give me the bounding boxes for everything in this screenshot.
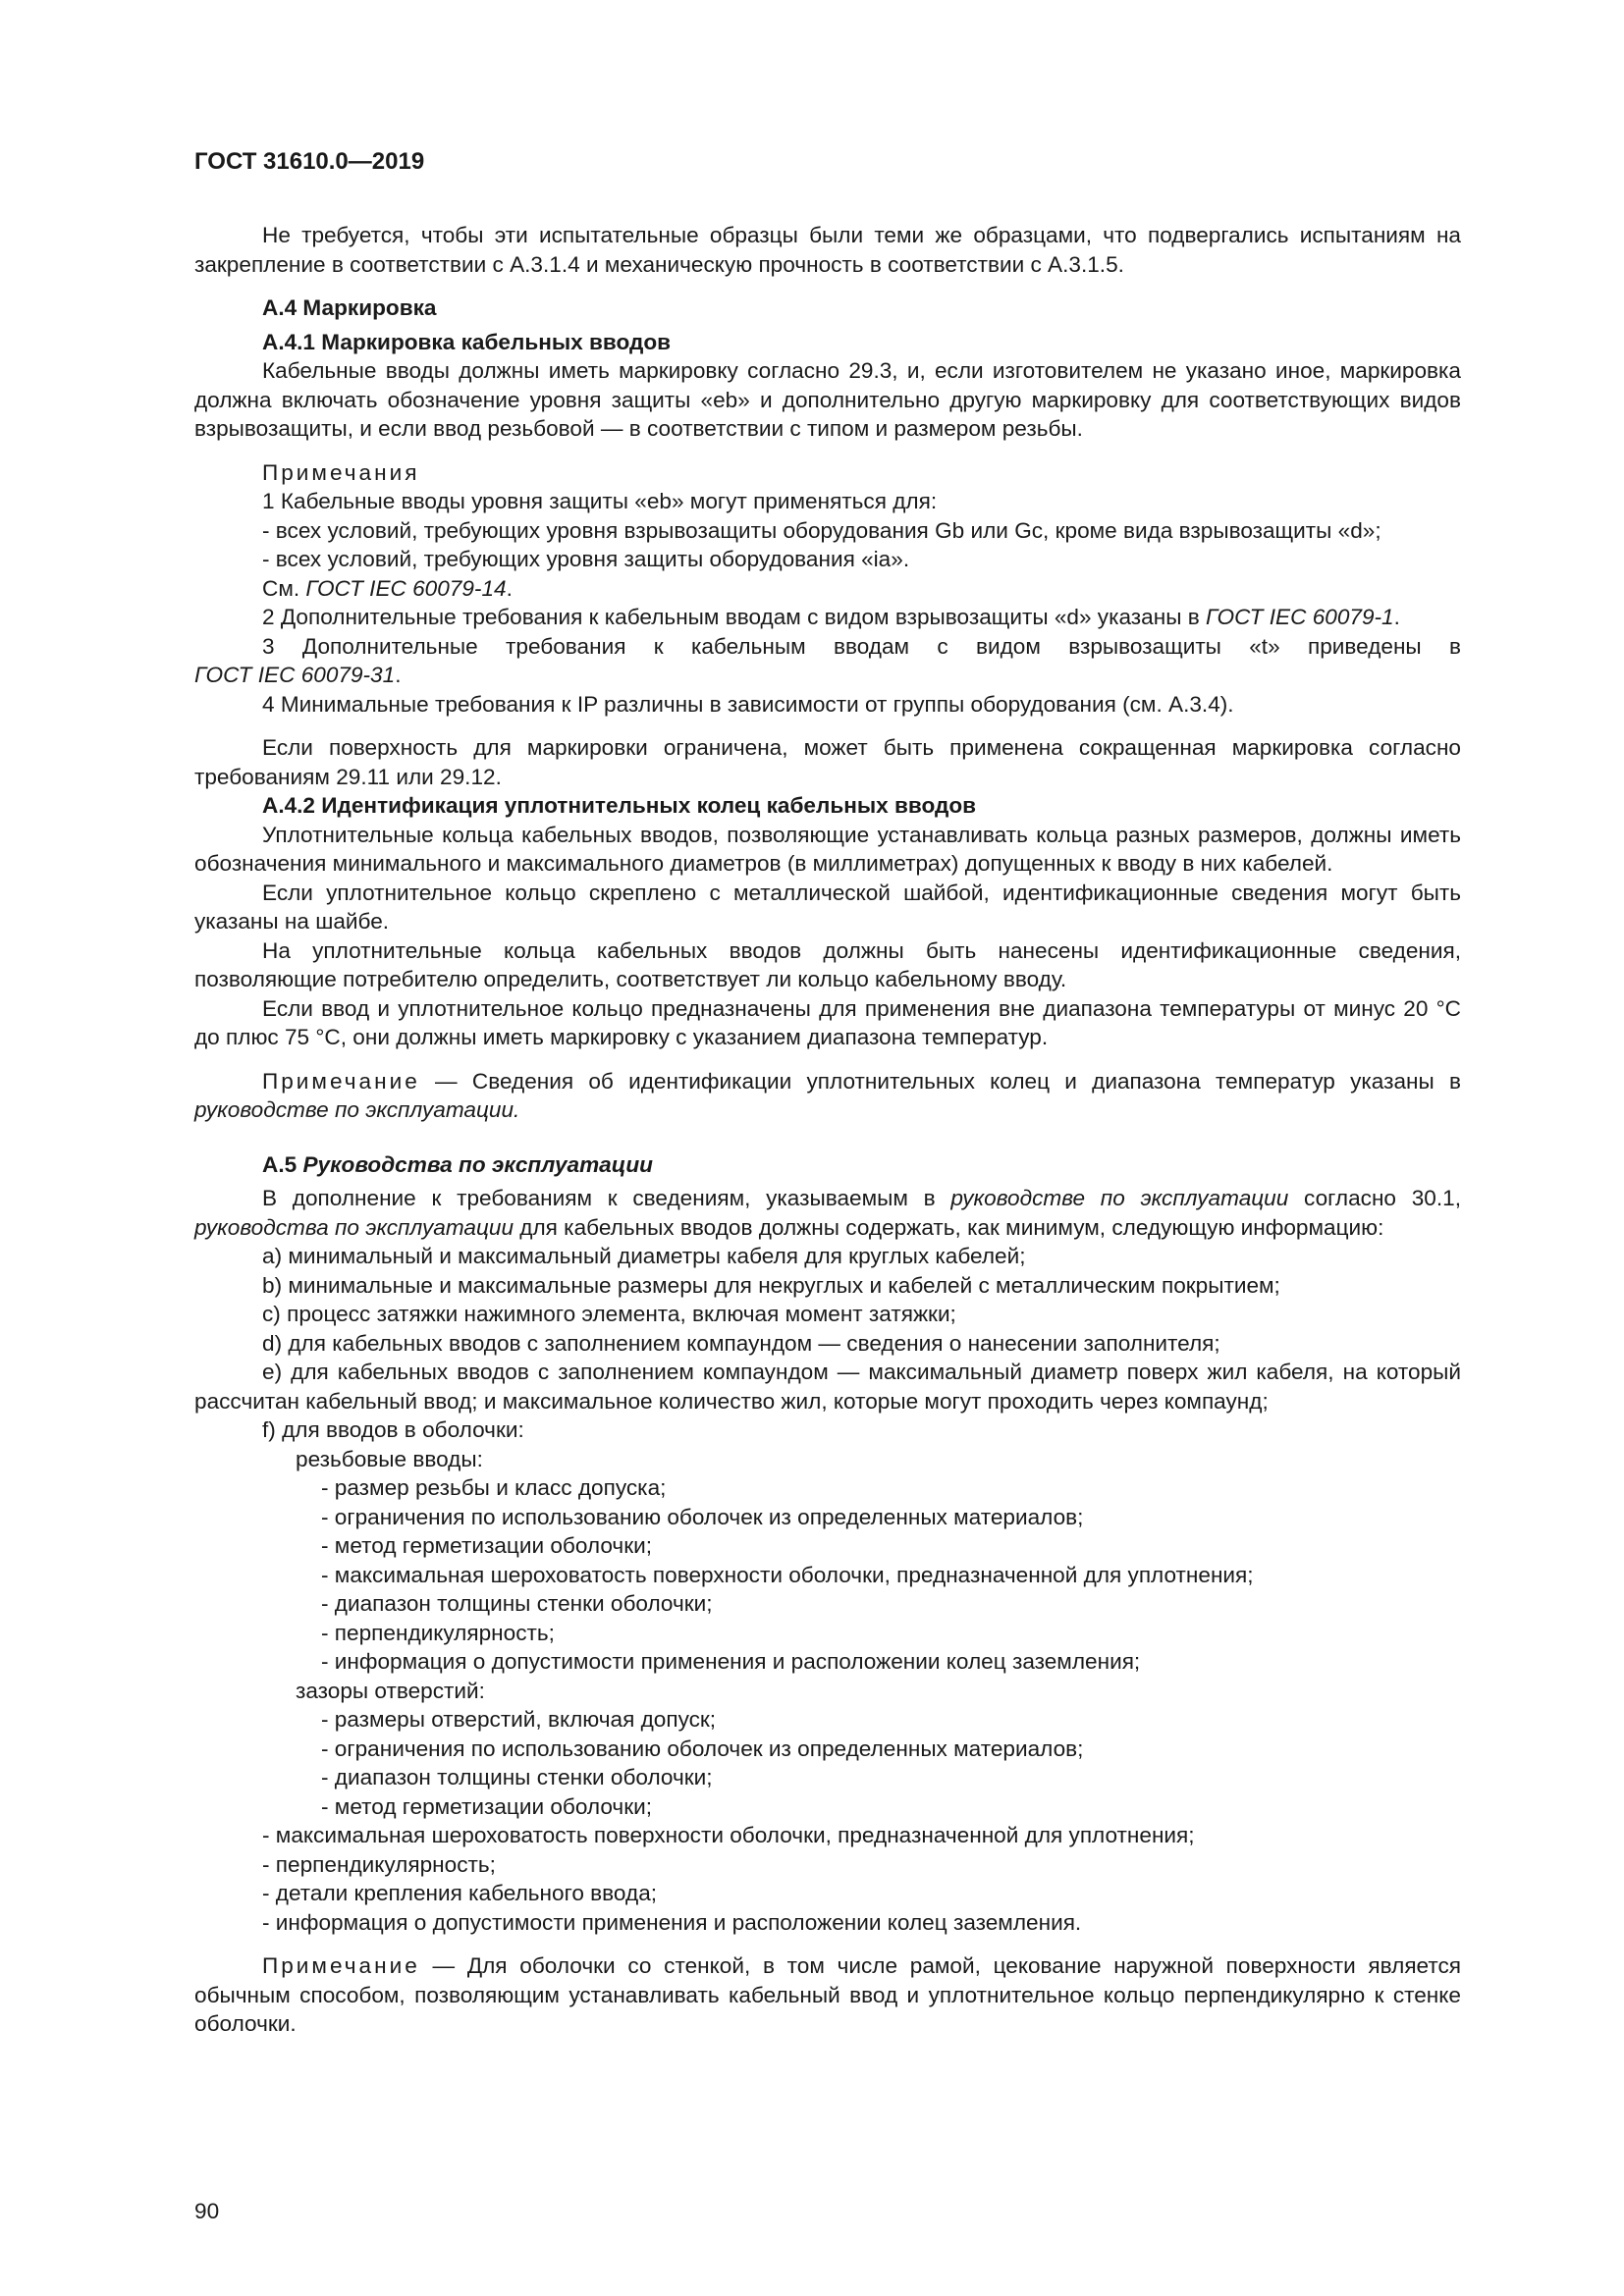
reference-gost-60079-1: ГОСТ IEC 60079-1	[1206, 605, 1394, 629]
note-label: Примечание	[262, 1068, 420, 1094]
list-item-e: e) для кабельных вводов с заполнением компаундом — максимальный диаметр поверх жил кабеля, на который рассчитан кабельный ввод; и максимальное количество жил, которые могут проходить через компаунд;	[194, 1360, 1461, 1414]
threaded-item: - ограничения по использованию оболочек из определенных материалов;	[321, 1504, 1084, 1529]
list-item-c: c) процесс затяжки нажимного элемента, включая момент затяжки;	[262, 1302, 956, 1326]
list-item-b: b) минимальные и максимальные размеры для некруглых и кабелей с металлическим покрытием;	[262, 1272, 1280, 1298]
paragraph-a42-4: Если ввод и уплотнительное кольцо предназначены для применения вне диапазона температуры от минус 20 °C до плюс 75 °C, они должны иметь маркировку с указанием диапазона температур.	[194, 995, 1461, 1049]
note-1: 1 Кабельные вводы уровня защиты «eb» могут применяться для:	[262, 489, 938, 513]
reference-gost-60079-14: ГОСТ IEC 60079-14	[305, 575, 507, 601]
paragraph-a41-2: Если поверхность для маркировки ограничена, может быть применена сокращенная маркировка согласно требованиям 29.11 или 29.12.	[194, 735, 1461, 789]
common-item: - информация о допустимости применения и расположении колец заземления.	[262, 1909, 1082, 1935]
section-a41-heading: А.4.1 Маркировка кабельных вводов	[262, 329, 672, 354]
note-1-item-a: - всех условий, требующих уровня взрывозащиты оборудования Gb или Gc, кроме вида взрывозащиты «d»;	[262, 517, 1381, 543]
section-a4-heading: А.4 Маркировка	[262, 295, 437, 320]
paragraph-intro: Не требуется, чтобы эти испытательные образцы были теми же образцами, что подвергались испытаниям на закрепление в соответствии с А.3.1.4 и механическую прочность в соответствии с А.3.1.5.	[194, 223, 1461, 277]
note-a42: Примечание — Сведения об идентификации уплотнительных колец и диапазона температур указаны в руководстве по эксплуатации.	[194, 1068, 1461, 1122]
list-item-d: d) для кабельных вводов с заполнением компаундом — сведения о нанесении заполнителя;	[262, 1330, 1220, 1356]
threaded-entries-heading: резьбовые вводы:	[296, 1446, 483, 1471]
threaded-item: - диапазон толщины стенки оболочки;	[321, 1591, 713, 1616]
note-label: Примечание	[262, 1953, 420, 1978]
page-number: 90	[194, 2199, 220, 2223]
note-3-ref: ГОСТ IEC 60079-31.	[194, 663, 402, 687]
clearance-item: - ограничения по использованию оболочек из определенных материалов;	[321, 1735, 1084, 1761]
clearance-item: - диапазон толщины стенки оболочки;	[321, 1765, 713, 1789]
note-4: 4 Минимальные требования к IP различны в зависимости от группы оборудования (см. А.3.4).	[262, 691, 1234, 717]
clearance-holes-heading: зазоры отверстий:	[296, 1678, 485, 1703]
common-item: - перпендикулярность;	[262, 1851, 496, 1877]
paragraph-a42-2: Если уплотнительное кольцо скреплено с металлической шайбой, идентификационные сведения могут быть указаны на шайбе.	[194, 880, 1461, 934]
document-header: ГОСТ 31610.0—2019	[194, 148, 425, 175]
common-item: - максимальная шероховатость поверхности оболочки, предназначенной для уплотнения;	[262, 1823, 1195, 1847]
notes-heading: Примечания	[262, 459, 420, 485]
section-a5-heading: А.5 Руководства по эксплуатации	[262, 1151, 653, 1177]
note-3: 3 Дополнительные требования к кабельным вводам с видом взрывозащиты «t» приведены в	[262, 633, 1461, 659]
common-item: - детали крепления кабельного ввода;	[262, 1881, 658, 1905]
paragraph-a41-1: Кабельные вводы должны иметь маркировку согласно 29.3, и, если изготовителем не указано иное, маркировка должна включать обозначение уровня защиты «eb» и дополнительно другую маркировку для соответствующих видов взрывозащиты, и если ввод резьбовой — в соответствии с типом и размером резьбы.	[194, 358, 1461, 441]
threaded-item: - метод герметизации оболочки;	[321, 1533, 652, 1558]
threaded-item: - максимальная шероховатость поверхности оболочки, предназначенной для уплотнения;	[321, 1562, 1254, 1587]
section-a42-heading: А.4.2 Идентификация уплотнительных колец кабельных вводов	[262, 793, 977, 818]
clearance-item: - размеры отверстий, включая допуск;	[321, 1707, 717, 1732]
reference-gost-60079-31: ГОСТ IEC 60079-31	[194, 663, 396, 687]
document-page	[194, 147, 1461, 2039]
list-item-a: a) минимальный и максимальный диаметры кабеля для круглых кабелей;	[262, 1244, 1026, 1268]
section-a5-title: Руководства по эксплуатации	[302, 1151, 653, 1177]
threaded-item: - размер резьбы и класс допуска;	[321, 1475, 667, 1500]
list-item-f: f) для вводов в оболочки:	[262, 1417, 524, 1442]
note-1-see: См. ГОСТ IEC 60079-14.	[262, 575, 513, 601]
reference-manual: руководстве по эксплуатации.	[194, 1097, 520, 1122]
note-a5: Примечание — Для оболочки со стенкой, в том числе рамой, цекование наружной поверхности является обычным способом, позволяющим устанавливать кабельный ввод и уплотнительное кольцо перпендикулярно к стенке оболочки.	[194, 1953, 1461, 2036]
note-1-item-b: - всех условий, требующих уровня защиты оборудования «ia».	[262, 547, 910, 571]
threaded-item: - информация о допустимости применения и расположении колец заземления;	[321, 1649, 1141, 1674]
paragraph-a42-3: На уплотнительные кольца кабельных вводов должны быть нанесены идентификационные сведения, позволяющие потребителю определить, соответствует ли кольцо кабельному вводу.	[194, 937, 1461, 991]
clearance-item: - метод герметизации оболочки;	[321, 1793, 652, 1819]
note-2: 2 Дополнительные требования к кабельным вводам с видом взрывозащиты «d» указаны в ГОСТ IEC 60079-1.	[262, 605, 1400, 629]
paragraph-a42-1: Уплотнительные кольца кабельных вводов, позволяющие устанавливать кольца разных размеров, должны иметь обозначения минимального и максимального диаметров (в миллиметрах) допущенных к вводу в них кабелей.	[194, 822, 1461, 876]
threaded-item: - перпендикулярность;	[321, 1620, 555, 1645]
paragraph-a5-1: В дополнение к требованиям к сведениям, указываемым в руководстве по эксплуатации согласно 30.1, руководства по эксплуатации для кабельных вводов должны содержать, как минимум, следующую информацию:	[194, 1186, 1461, 1240]
